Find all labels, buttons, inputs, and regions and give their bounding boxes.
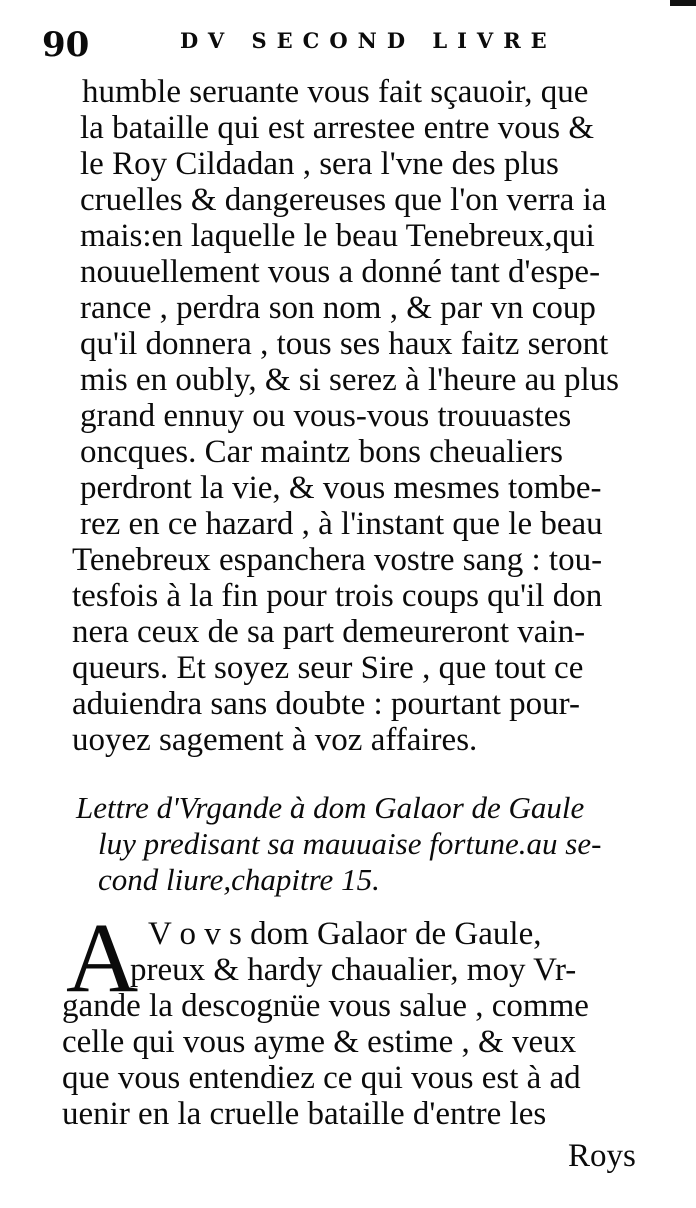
text-line: qu'il donnera , tous ses haux faitz seront: [80, 326, 609, 362]
text-line: Tenebreux espanchera vostre sang : tou-: [72, 542, 603, 578]
text-line: mis en oubly, & si serez à l'heure au plus: [80, 362, 620, 398]
text-line: oncques. Car maintz bons cheualiers: [80, 434, 563, 470]
scan-edge-mark: [670, 0, 696, 6]
text-line: mais:en laquelle le beau Tenebreux,qui: [80, 218, 595, 254]
text-line: V o v s dom Galaor de Gaule,: [148, 916, 542, 952]
text-line: aduiendra sans doubte : pourtant pour-: [72, 686, 580, 722]
text-line: la bataille qui est arrestee entre vous &: [80, 110, 595, 146]
text-line: celle qui vous ayme & estime , & veux: [62, 1024, 577, 1060]
running-head: DV SECOND LIVRE: [180, 28, 557, 53]
text-line: rez en ce hazard , à l'instant que le beau: [80, 506, 603, 542]
text-line: cruelles & dangereuses que l'on verra ia: [80, 182, 607, 218]
text-line: nouuellement vous a donné tant d'espe-: [80, 254, 601, 290]
heading-line: Lettre d'Vrgande à dom Galaor de Gaule: [76, 790, 585, 825]
text-line: le Roy Cildadan , sera l'vne des plus: [80, 146, 559, 182]
heading-line: luy predisant sa mauuaise fortune.au se-: [98, 826, 602, 861]
text-line: preux & hardy chaualier, moy Vr-: [130, 952, 577, 988]
text-line: grand ennuy ou vous-vous trouuastes: [80, 398, 572, 434]
text-line: nera ceux de sa part demeureront vain-: [72, 614, 586, 650]
text-line: tesfois à la fin pour trois coups qu'il don: [72, 578, 603, 614]
heading-line: cond liure,chapitre 15.: [98, 862, 380, 897]
catchword: Roys: [568, 1138, 636, 1174]
text-line: que vous entendiez ce qui vous est à ad: [62, 1060, 581, 1096]
text-line: uenir en la cruelle bataille d'entre les: [62, 1096, 547, 1132]
text-line: rance , perdra son nom , & par vn coup: [80, 290, 596, 326]
page-number: 90: [42, 25, 90, 65]
text-line: humble seruante vous fait sçauoir, que: [82, 74, 589, 110]
text-line: uoyez sagement à voz affaires.: [72, 722, 478, 758]
drop-capital: A: [66, 902, 139, 1013]
text-line: gande la descognüe vous salue , comme: [62, 988, 589, 1024]
text-line: queurs. Et soyez seur Sire , que tout ce: [72, 650, 584, 686]
text-line: perdront la vie, & vous mesmes tombe-: [80, 470, 602, 506]
